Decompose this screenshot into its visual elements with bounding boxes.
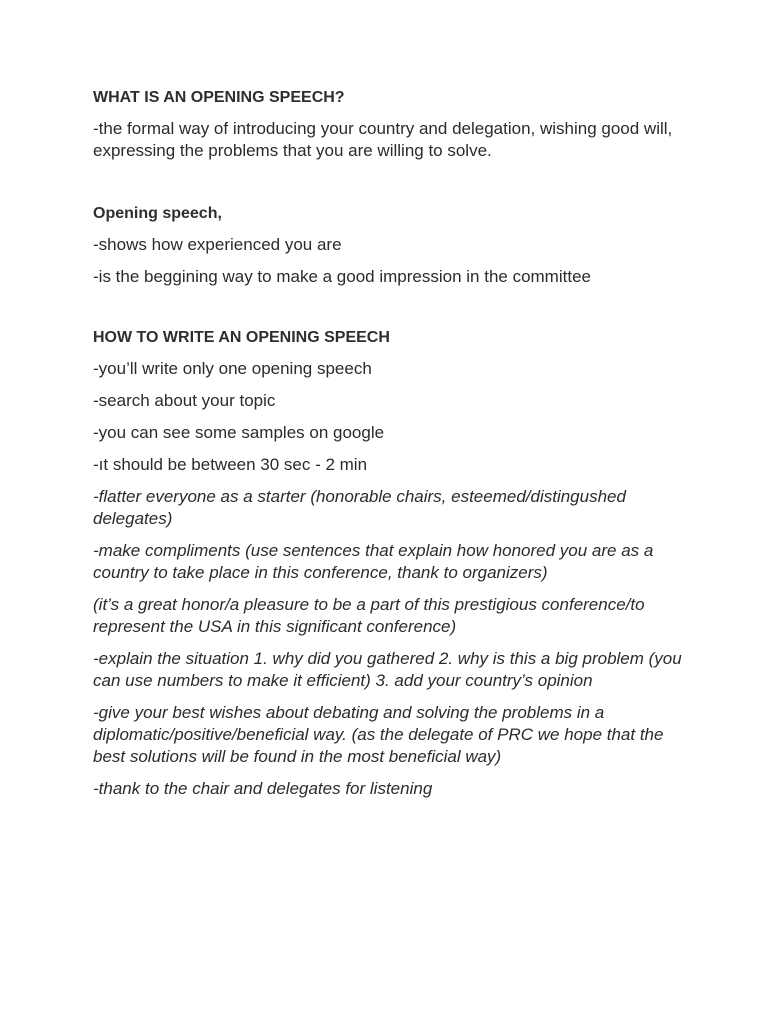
tip-flatter: -flatter everyone as a starter (honorable chairs, esteemed/distingushed delegates)	[93, 487, 626, 528]
definition-paragraph: -the formal way of introducing your country and delegation, wishing good will, expressing the problems that you are willing to solve.	[93, 119, 673, 160]
tip-explain-situation: -explain the situation 1. why did you gathered 2. why is this a big problem (you can use numbers to make it efficient) 3. add your country’s opinion	[93, 649, 682, 690]
bullet-samples-google: -you can see some samples on google	[93, 423, 385, 442]
tip-best-wishes: -give your best wishes about debating and solving the problems in a diplomatic/positive/beneficial way. (as the delegate of PRC we hope that the best solutions will be found in the most beneficial way)	[93, 703, 664, 766]
document-page	[93, 88, 683, 810]
bullet-duration: -ıt should be between 30 sec - 2 min	[93, 455, 368, 474]
bullet-one-speech: -you’ll write only one opening speech	[93, 359, 372, 378]
section-heading-how-to-write: HOW TO WRITE AN OPENING SPEECH	[93, 329, 390, 346]
tip-compliments: -make compliments (use sentences that explain how honored you are as a country to take place in this conference, thank to organizers)	[93, 541, 654, 582]
tip-thank-chair: -thank to the chair and delegates for listening	[93, 779, 433, 798]
bullet-search-topic: -search about your topic	[93, 391, 276, 410]
bullet-good-impression: -is the beggining way to make a good impression in the committee	[93, 267, 591, 286]
spacer	[93, 172, 683, 204]
section-heading-what-is: WHAT IS AN OPENING SPEECH?	[93, 89, 345, 106]
bullet-shows-experience: -shows how experienced you are	[93, 235, 342, 254]
tip-example-honor: (it’s a great honor/a pleasure to be a part of this prestigious conference/to represent the USA in this significant conference)	[93, 595, 645, 636]
spacer	[93, 298, 683, 328]
section-heading-opening-speech: Opening speech,	[93, 205, 222, 222]
